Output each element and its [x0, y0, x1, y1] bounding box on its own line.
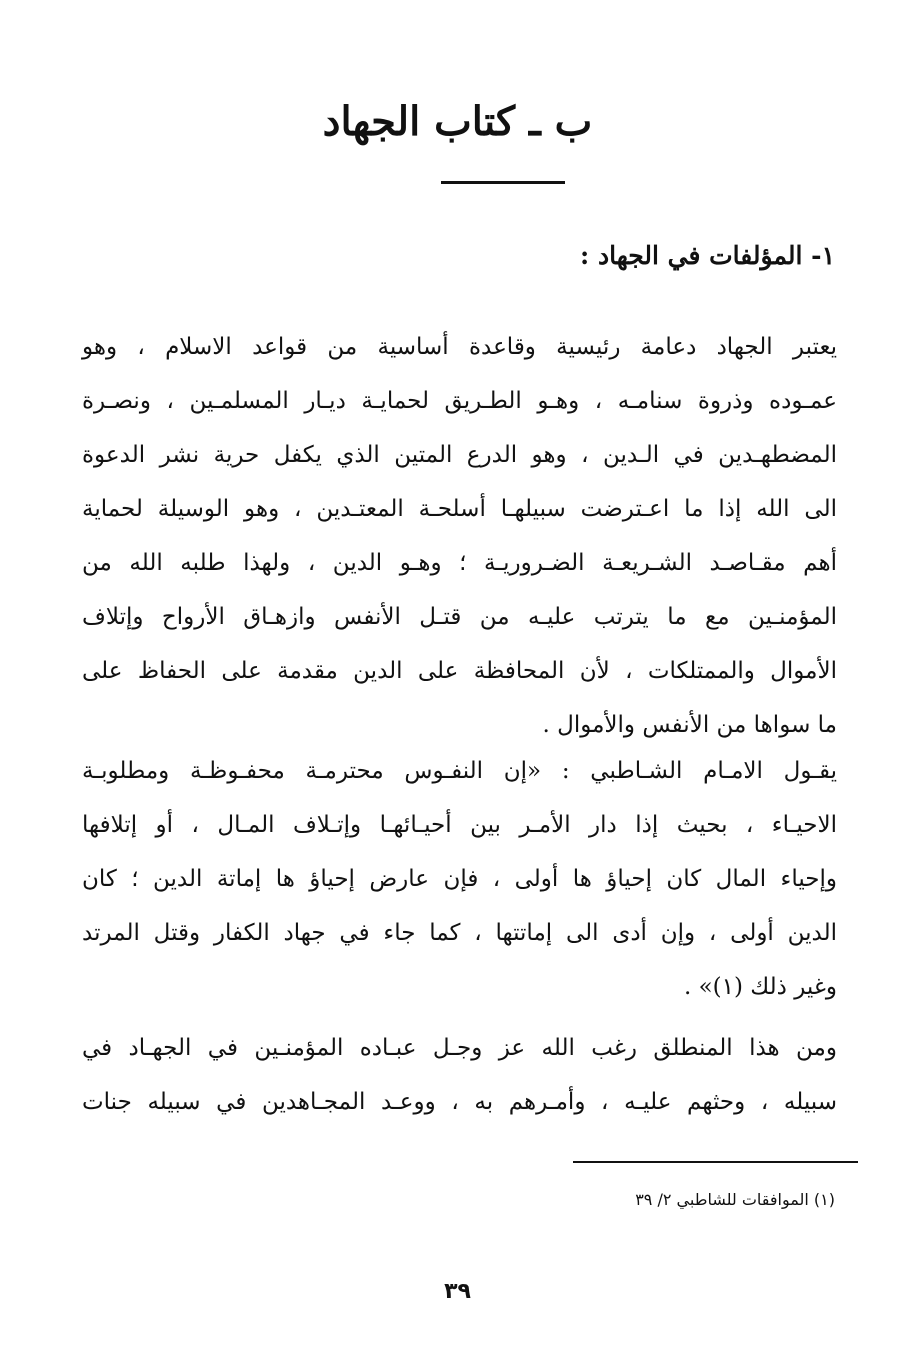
text-line: سبيله ، وحثهم عليـه ، وأمـرهم به ، ووعـد المجـاهدين في سبيله جنات — [82, 1089, 837, 1115]
footnote: (١) الموافقات للشاطبي ٢/ ٣٩ — [635, 1190, 835, 1209]
chapter-title: ب ـ كتاب الجهاد — [322, 98, 593, 145]
text-line: وإحياء المال كان إحياؤ ها أولى ، فإن عارض إحياؤ ها إماتة الدين ؛ كان — [82, 866, 837, 892]
text-line: ومن هذا المنطلق رغب الله عز وجـل عبـاده المؤمنـين في الجهـاد في — [82, 1035, 837, 1061]
text-line: وغير ذلك (١)» . — [683, 974, 837, 1000]
text-line: يعتبر الجهاد دعامة رئيسية وقاعدة أساسية من قواعد الاسلام ، وهو — [82, 334, 837, 360]
text-line: يقـول الامـام الشـاطبي : «إن النفـوس محترمـة محفـوظـة ومطلوبـة — [82, 758, 837, 784]
title-underline — [441, 181, 565, 184]
text-line: أهم مقـاصـد الشـريعـة الضـروريـة ؛ وهـو الدين ، ولهذا طلبه الله من — [82, 550, 837, 576]
text-line: عمـوده وذروة سنامـه ، وهـو الطـريق لحمايـة ديـار المسلمـين ، ونصـرة — [82, 388, 837, 414]
section-heading: ١- المؤلفات في الجهاد : — [580, 241, 835, 270]
text-line: الى الله إذا ما اعـترضت سبيلهـا أسلحـة المعتـدين ، وهو الوسيلة لحماية — [82, 496, 837, 522]
text-line: المؤمنـين مع ما يترتب عليـه من قتـل الأنفس وازهـاق الأرواح وإتلاف — [82, 604, 837, 630]
text-line: الأموال والممتلكات ، لأن المحافظة على الدين مقدمة على الحفاظ على — [82, 658, 837, 684]
text-line: الاحيـاء ، بحيث إذا دار الأمـر بين أحيـائهـا وإتـلاف المـال ، أو إتلافها — [82, 812, 837, 838]
footnote-separator — [573, 1161, 858, 1163]
text-line: المضطهـدين في الـدين ، وهو الدرع المتين الذي يكفل حرية نشر الدعوة — [82, 442, 837, 468]
page-number: ٣٩ — [444, 1279, 471, 1304]
text-line: الدين أولى ، وإن أدى الى إماتتها ، كما جاء في جهاد الكفار وقتل المرتد — [82, 920, 837, 946]
text-line: ما سواها من الأنفس والأموال . — [542, 712, 837, 738]
